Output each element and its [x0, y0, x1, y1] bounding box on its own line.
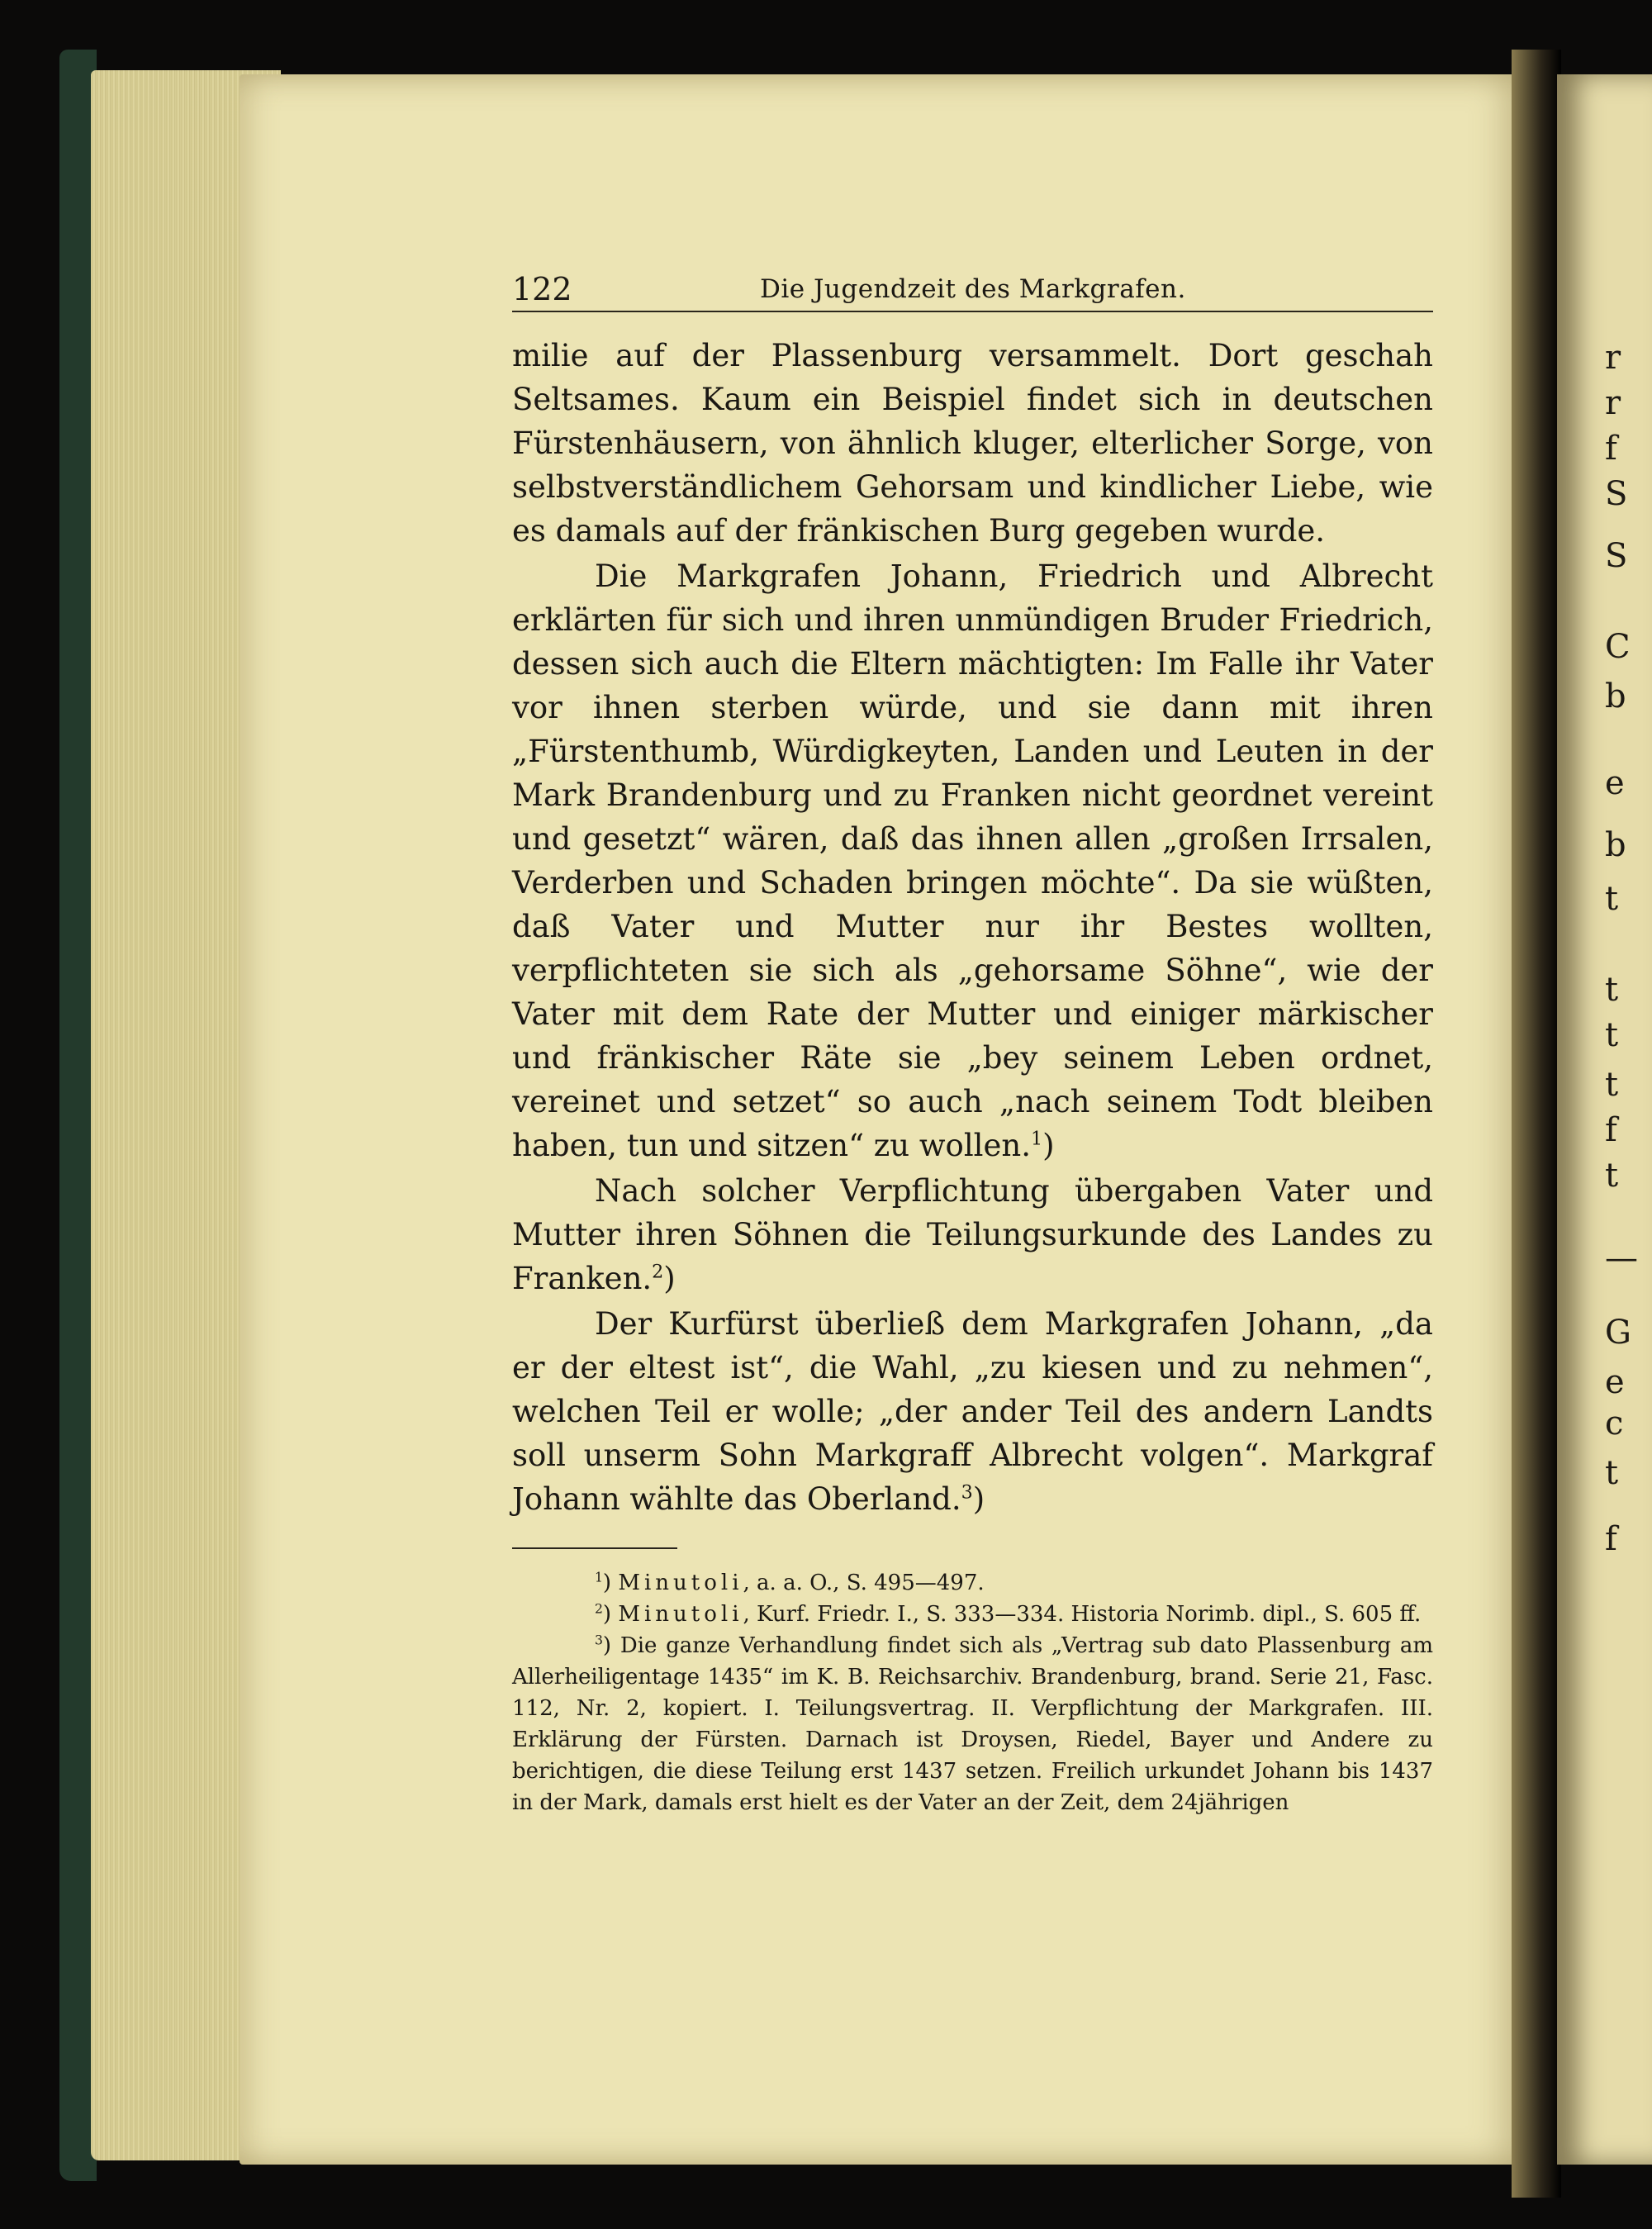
facing-page-fragment: t [1605, 880, 1619, 918]
body-text [512, 334, 1433, 1521]
paragraph [512, 334, 1433, 553]
page-content [512, 264, 1433, 1818]
footnote [512, 1630, 1433, 1818]
facing-page-fragment: f [1605, 430, 1617, 468]
page-number: 122 [512, 271, 572, 307]
book-gutter [1512, 50, 1561, 2198]
footnote-author: Minutoli [618, 1571, 743, 1595]
paragraph-text: Der Kurfürst überließ dem Markgrafen Johann, „da er der eltest ist“, die Wahl, „zu kiesen und zu nehmen“, welchen Teil er wolle; „der ander Teil des andern Landts soll unserm Sohn Markgraff Albrecht volgen“. Markgraf Johann wählte das Oberland. [512, 1306, 1433, 1517]
footnote-mark: 2 [595, 1601, 603, 1617]
facing-page-fragment: G [1605, 1314, 1631, 1352]
facing-page-fragment: b [1605, 677, 1626, 715]
footnote-mark: 3 [595, 1633, 603, 1648]
facing-page-fragment: e [1605, 1363, 1625, 1401]
facing-page-fragment: t [1605, 1016, 1619, 1054]
footnote-divider [512, 1547, 677, 1549]
facing-page-fragment: C [1605, 628, 1631, 666]
facing-page-fragment: t [1605, 1157, 1619, 1195]
paragraph [512, 1302, 1433, 1521]
facing-page-fragment: S [1605, 537, 1628, 575]
footnote-mark-bracket: ) [602, 1633, 612, 1658]
facing-page-fragment: f [1605, 1111, 1617, 1149]
footnote-ref: 2 [652, 1261, 664, 1283]
footnote-mark: 1 [595, 1570, 603, 1585]
paragraph-text: milie auf der Plassenburg versammelt. Dort geschah Seltsames. Kaum ein Beispiel findet sich in deutschen Fürstenhäusern, von ähnlich kluger, elterlicher Sorge, von selbstverständlichem Gehorsam und kindlicher Liebe, wie es damals auf der fränkischen Burg gegeben wurde. [512, 338, 1433, 549]
facing-page-edge [1557, 74, 1652, 2165]
facing-page-fragment: t [1605, 1066, 1619, 1104]
footnote-text: , Kurf. Friedr. I., S. 333—334. Historia Norimb. dipl., S. 605 ff. [743, 1602, 1422, 1627]
paragraph-text: Die Markgrafen Johann, Friedrich und Albrecht erklärten für sich und ihren unmündigen Bruder Friedrich, dessen sich auch die Eltern mächtigten: Im Falle ihr Vater vor ihnen sterben würde, und sie dann mit ihren „Fürstenthumb, Würdigkeyten, Landen und Leuten in der Mark Brandenburg und zu Franken nicht geordnet vereint und gesetzt“ wären, daß das ihnen allen „großen Irrsalen, Verderben und Schaden bringen möchte“. Da sie wüßten, daß Vater und Mutter nur ihr Bestes wollten, verpflichteten sie sich als „gehorsame Söhne“, wie der Vater mit dem Rate der Mutter und einiger märkischer und fränkischer Räte sie „bey seinem Leben ordnet, vereinet und setzet“ so auch „nach seinem Todt bleiben haben, tun und sitzen“ zu wollen. [512, 558, 1433, 1163]
facing-page-fragment: S [1605, 475, 1628, 513]
footnote-text: , a. a. O., S. 495—497. [743, 1571, 985, 1595]
paragraph [512, 554, 1433, 1167]
footnote-ref-bracket: ) [663, 1261, 676, 1296]
facing-page-fragment: t [1605, 971, 1619, 1009]
paragraph [512, 1169, 1433, 1300]
running-head: Die Jugendzeit des Markgrafen. [760, 274, 1186, 304]
facing-page-fragment: b [1605, 826, 1626, 864]
facing-page-fragment: f [1605, 1520, 1617, 1558]
facing-page-fragment: — [1605, 1239, 1638, 1277]
facing-page-fragment: r [1605, 384, 1621, 422]
footnote-ref-bracket: ) [1042, 1128, 1055, 1163]
facing-page-fragment: r [1605, 339, 1621, 377]
footnote-mark-bracket: ) [602, 1571, 612, 1595]
footnote-author: Minutoli [618, 1602, 743, 1627]
footnote-mark-bracket: ) [602, 1602, 612, 1627]
footnote-ref-bracket: ) [972, 1481, 985, 1517]
footnotes [512, 1567, 1433, 1818]
facing-page-fragment: c [1605, 1404, 1624, 1442]
footnote [512, 1599, 1433, 1630]
paragraph-text: Nach solcher Verpflichtung übergaben Vater und Mutter ihren Söhnen die Teilungsurkunde des Landes zu Franken. [512, 1173, 1433, 1296]
footnote-ref: 1 [1031, 1128, 1043, 1150]
facing-page-fragment: e [1605, 764, 1625, 802]
footnote-text: Die ganze Verhandlung findet sich als „Vertrag sub dato Plassenburg am Allerheiligentage 1435“ im K. B. Reichsarchiv. Brandenburg, brand. Serie 21, Fasc. 112, Nr. 2, kopiert. I. Teilungsvertrag. II. Verpflichtung der Markgrafen. III. Erklärung der Fürsten. Darnach ist Droysen, Riedel, Bayer und Andere zu berichtigen, die diese Teilung erst 1437 setzen. Freilich urkundet Johann bis 1437 in der Mark, damals erst hielt es der Vater an der Zeit, dem 24jährigen [512, 1633, 1433, 1815]
footnote [512, 1567, 1433, 1599]
facing-page-fragment: t [1605, 1454, 1619, 1492]
footnote-ref: 3 [961, 1481, 973, 1504]
page-header [512, 264, 1433, 312]
